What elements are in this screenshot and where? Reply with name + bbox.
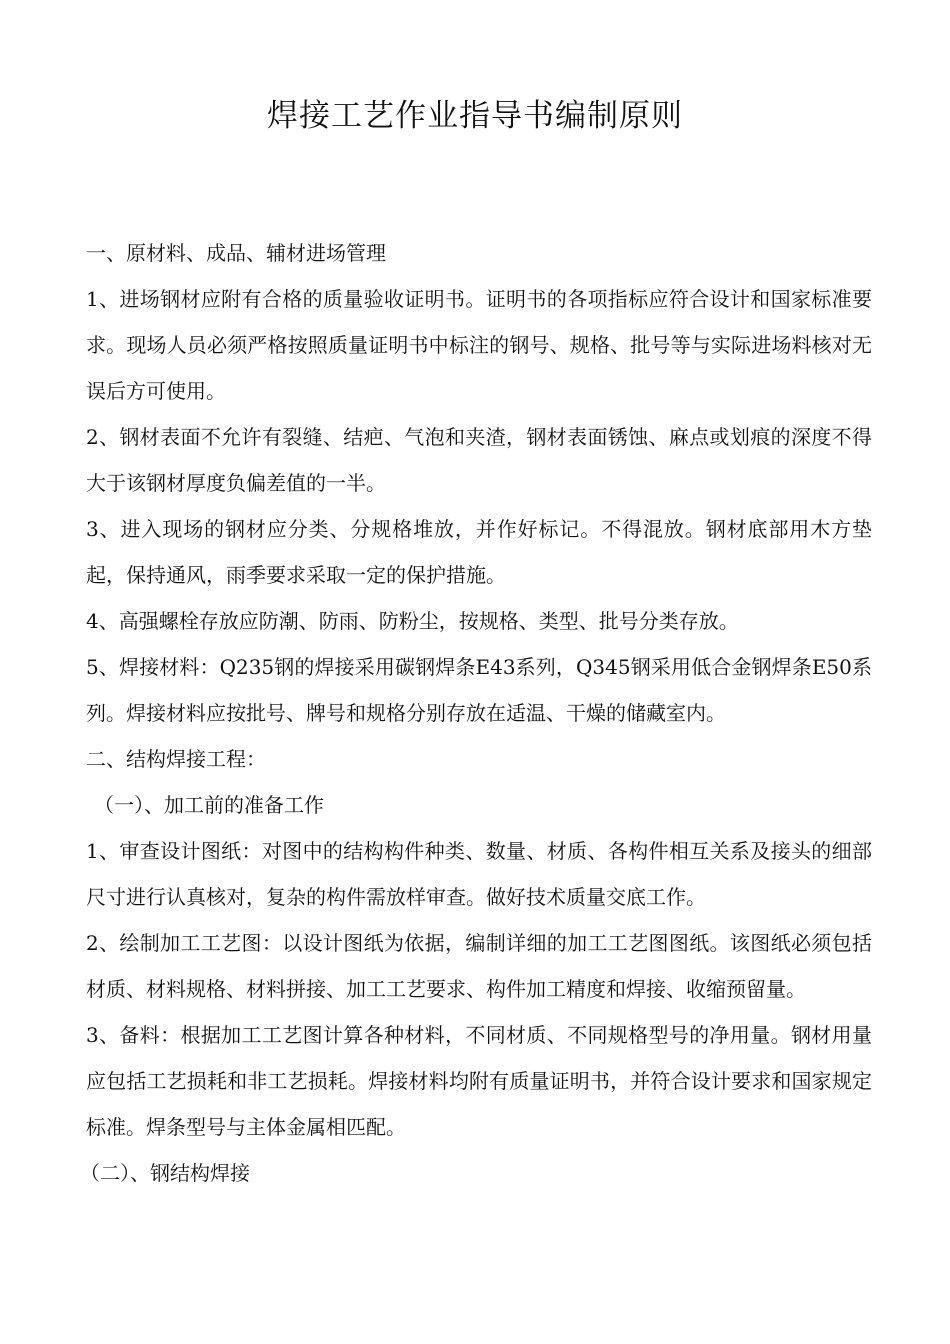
document-title: 焊接工艺作业指导书编制原则 (267, 98, 683, 134)
paragraph: 4、高强螺栓存放应防潮、防雨、防粉尘，按规格、类型、批号分类存放。 (86, 609, 739, 633)
paragraph: 2、绘制加工工艺图：以设计图纸为依据，编制详细的加工工艺图图纸。该图纸必须包括材质、材料规格、材料拼接、加工工艺要求、构件加工精度和焊接、收缩预留量。 (86, 931, 872, 1001)
subsection-heading: （一）、加工前的准备工作 (94, 793, 324, 817)
paragraph: 2、钢材表面不允许有裂缝、结疤、气泡和夹渣，钢材表面锈蚀、麻点或划痕的深度不得大于该钢材厚度负偏差值的一半。 (86, 425, 872, 495)
section-heading: 一、原材料、成品、辅材进场管理 (86, 241, 386, 265)
section-heading: 二、结构焊接工程： (86, 747, 266, 771)
paragraph: 1、审查设计图纸：对图中的结构构件种类、数量、材质、各构件相互关系及接头的细部尺寸进行认真核对，复杂的构件需放样审查。做好技术质量交底工作。 (86, 839, 872, 909)
paragraph: 1、进场钢材应附有合格的质量验收证明书。证明书的各项指标应符合设计和国家标准要求。现场人员必须严格按照质量证明书中标注的钢号、规格、批号等与实际进场料核对无误后方可使用。 (86, 287, 872, 403)
subsection-heading: （二）、钢结构焊接 (80, 1161, 250, 1185)
paragraph: 3、备料：根据加工工艺图计算各种材料，不同材质、不同规格型号的净用量。钢材用量应包括工艺损耗和非工艺损耗。焊接材料均附有质量证明书，并符合设计要求和国家规定标准。焊条型号与主体金属相匹配。 (86, 1023, 872, 1139)
document-body (80, 230, 872, 1196)
paragraph: 3、进入现场的钢材应分类、分规格堆放，并作好标记。不得混放。钢材底部用木方垫起，保持通风，雨季要求采取一定的保护措施。 (86, 517, 872, 587)
paragraph: 5、焊接材料：Q235钢的焊接采用碳钢焊条E43系列，Q345钢采用低合金钢焊条E50系列。焊接材料应按批号、牌号和规格分别存放在适温、干燥的储藏室内。 (86, 655, 872, 725)
